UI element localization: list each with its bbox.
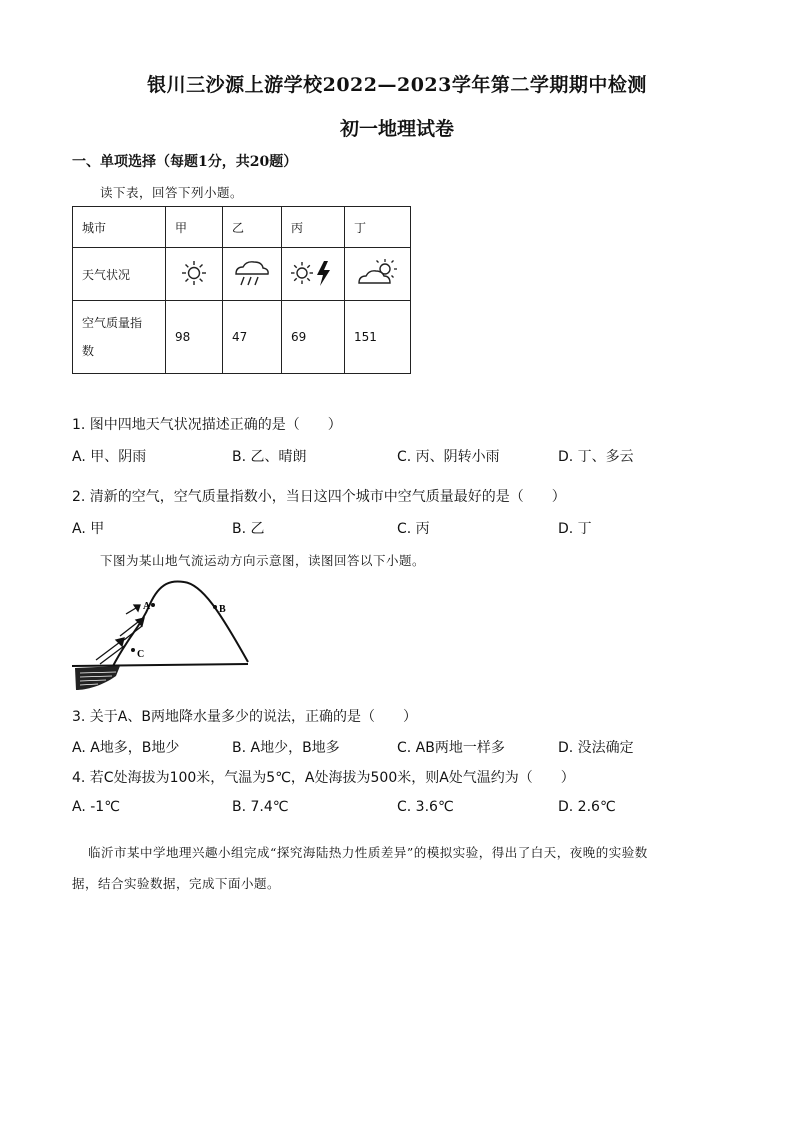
weather-table: [72, 206, 411, 374]
aqi-value: 98: [166, 301, 223, 374]
question-4-stem: 4. 若C处海拔为100米，气温为5℃，A处海拔为500米，则A处气温约为（ ）: [72, 770, 575, 786]
figure-intro: 下图为某山地气流运动方向示意图，读图回答以下小题。: [100, 553, 426, 568]
question-1-stem: 1. 图中四地天气状况描述正确的是（ ）: [72, 417, 342, 433]
point-a-marker: [151, 603, 155, 607]
label-c: C: [137, 649, 145, 660]
row-label-weather: 天气状况: [73, 248, 166, 301]
table-header-cell: 丙: [282, 207, 345, 248]
table-header-cell: 甲: [166, 207, 223, 248]
table-header-cell: 乙: [223, 207, 282, 248]
table-intro: 读下表，回答下列小题。: [100, 185, 244, 200]
partly-cloudy-icon: [355, 258, 401, 288]
exam-title: 银川三沙源上游学校2022—2023学年第二学期期中检测: [147, 74, 647, 96]
aqi-value: 47: [223, 301, 282, 374]
question-3-stem: 3. 关于A、B两地降水量多少的说法，正确的是（ ）: [72, 709, 417, 725]
sunny-icon: [179, 258, 209, 288]
experiment-intro-line1: 临沂市某中学地理兴趣小组完成“探究海陆热力性质差异”的模拟实验，得出了白天，夜晚的实验数: [88, 845, 648, 860]
question-3-option-d[interactable]: D. 没法确定: [558, 740, 634, 756]
aqi-value: 69: [282, 301, 345, 374]
question-3-option-a[interactable]: A. A地多，B地少: [72, 740, 180, 756]
aqi-value: 151: [345, 301, 411, 374]
question-4-option-c[interactable]: C. 3.6℃: [397, 799, 454, 815]
question-4-option-a[interactable]: A. -1℃: [72, 799, 120, 815]
weather-cell-bing: [282, 248, 345, 301]
question-1-option-c[interactable]: C. 丙、阴转小雨: [397, 449, 500, 465]
experiment-intro-line2: 据，结合实验数据，完成下面小题。: [72, 876, 281, 891]
table-header-row: [73, 207, 411, 248]
table-row-aqi: [73, 301, 411, 374]
question-3-option-b[interactable]: B. A地少，B地多: [232, 740, 340, 756]
row-label-aqi-line2: 数: [82, 344, 95, 358]
question-4-option-d[interactable]: D. 2.6℃: [558, 799, 616, 815]
label-a: A: [143, 601, 151, 612]
question-2-stem: 2. 清新的空气，空气质量指数小，当日这四个城市中空气质量最好的是（ ）: [72, 489, 566, 505]
row-label-aqi: [73, 301, 166, 374]
mountain-outline: [112, 581, 248, 668]
exam-subtitle: 初一地理试卷: [339, 118, 454, 140]
label-b: B: [219, 604, 226, 615]
section-heading: 一、单项选择（每题1分，共20题）: [72, 154, 298, 170]
question-3-option-c[interactable]: C. AB两地一样多: [397, 740, 505, 756]
ground-line: [72, 664, 248, 666]
question-2-option-c[interactable]: C. 丙: [397, 521, 430, 537]
question-2-option-a[interactable]: A. 甲: [72, 521, 105, 537]
table-header-cell: 城市: [73, 207, 166, 248]
question-1-option-b[interactable]: B. 乙、晴朗: [232, 449, 307, 465]
weather-cell-jia: [166, 248, 223, 301]
question-2-option-b[interactable]: B. 乙: [232, 521, 265, 537]
question-4-option-b[interactable]: B. 7.4℃: [232, 799, 289, 815]
row-label-aqi-line1: 空气质量指: [82, 316, 143, 330]
point-b-marker: [213, 605, 217, 609]
table-row-weather: [73, 248, 411, 301]
question-1-option-a[interactable]: A. 甲、阴雨: [72, 449, 147, 465]
weather-cell-yi: [223, 248, 282, 301]
question-1-option-d[interactable]: D. 丁、多云: [558, 449, 634, 465]
question-2-option-d[interactable]: D. 丁: [558, 521, 592, 537]
rain-icon: [232, 258, 272, 288]
mountain-airflow-diagram: [72, 578, 252, 694]
point-c-marker: [131, 648, 135, 652]
table-header-cell: 丁: [345, 207, 411, 248]
sea-area: [75, 666, 120, 690]
sunny-thunder-icon: [289, 258, 337, 288]
weather-cell-ding: [345, 248, 411, 301]
